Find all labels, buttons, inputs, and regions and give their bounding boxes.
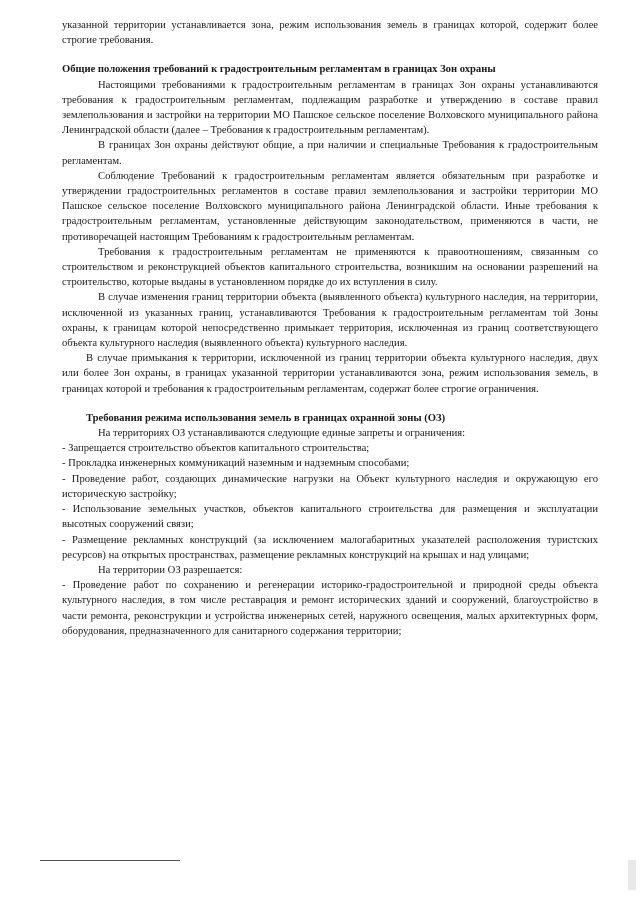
scan-edge-mark — [628, 860, 636, 890]
section1-heading: Общие положения требований к градостроительным регламентам в границах Зон охраны — [62, 64, 496, 76]
prohibition-item: - Проведение работ, создающих динамические нагрузки на Объект культурного наследия и окружающую его историческую застройку; — [62, 473, 598, 500]
prohibition-item: - Использование земельных участков, объектов капитального строительства для размещения и эксплуатации высотных сооружений связи; — [62, 504, 598, 531]
section1-paragraph: В границах Зон охраны действуют общие, а при наличии и специальные Требования к градостроительным регламентам. — [62, 140, 598, 167]
section1-paragraph: В случае примыкания к территории, исключенной из границ территории объекта культурного наследия, двух или более Зон охраны, в границах указанной территории устанавливаются зона, режим использования земель, в границах которой и требования к градостроительным регламентам, содержат более строгие ограничения. — [62, 353, 598, 395]
section1-paragraph: Требования к градостроительным регламентам не применяются к правоотношениям, связанным со строительством и реконструкцией объектов капитального строительства, возникшим на основании разрешений на строительство, которые выданы в установленном порядке до их вступления в силу. — [62, 246, 598, 289]
allowed-item: - Проведение работ по сохранению и регенерации историко-градостроительной и природной среды объекта культурного наследия, в том числе реставрация и ремонт исторических зданий и сооружений, благоустройство в части ремонта, реконструкции и устройства инженерных сетей, наружного освещения, малых архитектурных форм, оборудования, предназначенного для санитарного содержания территории; — [62, 580, 598, 637]
prohibition-item: - Прокладка инженерных коммуникаций наземным и надземным способами; — [62, 458, 410, 470]
document-body — [62, 18, 598, 639]
prohibition-item: - Запрещается строительство объектов капитального строительства; — [62, 443, 370, 455]
section2-heading: Требования режима использования земель в границах охранной зоны (ОЗ) — [86, 412, 446, 424]
section1-paragraph: В случае изменения границ территории объекта (выявленного объекта) культурного наследия, на территории, исключенной из указанных границ, устанавливаются Требования к градостроительным регламентам той Зоны охраны, к границам которой непосредственно примыкает территория, исключенная из границ соответствующего объекта культурного наследия (выявленного объекта) культурного наследия. — [62, 292, 598, 350]
section1-paragraph: Настоящими требованиями к градостроительным регламентам в границах Зон охраны устанавливаются требования к градостроительным регламентам, подлежащим разработке и утверждению в составе правил землепользования и застройки на территории МО Пашское сельское поселение Волховского муниципального района Ленинградской области (далее – Требования к градостроительным регламентам). — [62, 79, 598, 137]
section1-paragraph: Соблюдение Требований к градостроительным регламентам является обязательным при разработке и утверждении градостроительных регламентов в составе правил землепользования и застройки территории МО Пашское сельское поселение Волховского муниципального района Ленинградской области. Иные требования к градостроительным регламентам, установленные действующим законодательством, применяются в части, не противоречащей настоящим Требованиям к градостроительным регламентам. — [62, 170, 598, 243]
allowed-intro: На территории ОЗ разрешается: — [98, 564, 243, 576]
section2-intro: На территориях ОЗ устанавливаются следующие единые запреты и ограничения: — [98, 428, 466, 440]
bottom-rule — [40, 860, 180, 861]
prohibition-item: - Размещение рекламных конструкций (за исключением малогабаритных указателей расположения туристских ресурсов) на открытых пространствах, размещение рекламных конструкций на крышах и над улицами; — [62, 534, 598, 561]
intro-tail-paragraph: указанной территории устанавливается зона, режим использования земель в границах которой, содержит более строгие требования. — [62, 20, 598, 47]
